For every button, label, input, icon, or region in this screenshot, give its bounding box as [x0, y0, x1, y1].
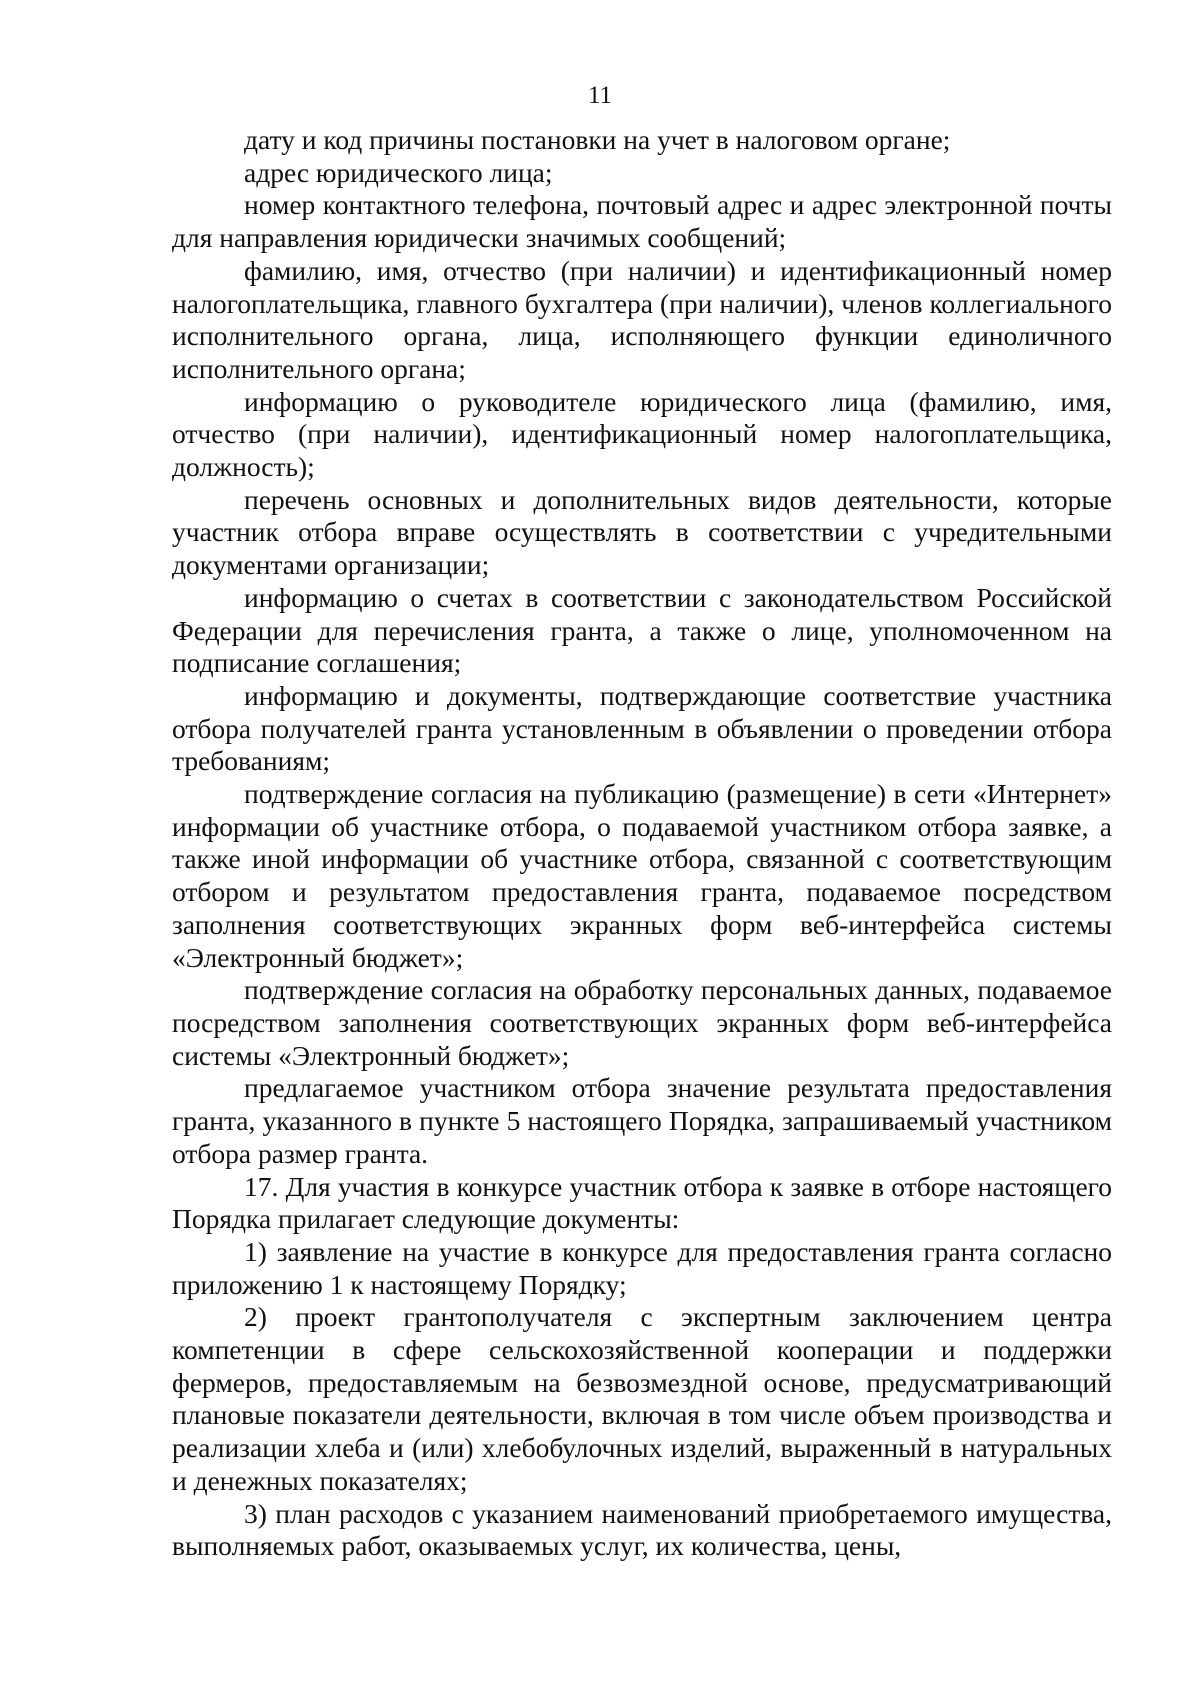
page-number: 11	[587, 82, 613, 109]
paragraph-legal-address: адрес юридического лица;	[244, 156, 553, 188]
paragraph-director-info: информацию о руководителе юридического лица (фамилию, имя, отчество (при наличии), идентификационный номер налогоплательщика, должность);	[172, 385, 1112, 483]
paragraph-section-17: 17. Для участия в конкурсе участник отбора к заявке в отборе настоящего Порядка прилагает следующие документы:	[172, 1170, 1112, 1235]
paragraph-accounts: информацию о счетах в соответствии с законодательством Российской Федерации для перечисления гранта, а также о лице, уполномоченном на подписание соглашения;	[172, 581, 1112, 679]
paragraph-grant-result: предлагаемое участником отбора значение результата предоставления гранта, указанного в пункте 5 настоящего Порядка, запрашиваемый участником отбора размер гранта.	[172, 1072, 1112, 1169]
paragraph-officers: фамилию, имя, отчество (при наличии) и идентификационный номер налогоплательщика, главного бухгалтера (при наличии), членов коллегиального исполнительного органа, лица, исполняющего функции единоличного исполнительного органа;	[172, 254, 1112, 384]
paragraph-tax-registration: дату и код причины постановки на учет в налоговом органе;	[244, 124, 951, 155]
paragraph-compliance-docs: информацию и документы, подтверждающие соответствие участника отбора получателей гранта установленным в объявлении о проведении отбора требованиям;	[172, 679, 1112, 777]
document-body	[172, 124, 1112, 1563]
paragraph-personal-data-consent: подтверждение согласия на обработку персональных данных, подаваемое посредством заполнения соответствующих экранных форм веб-интерфейса системы «Электронный бюджет»;	[172, 974, 1112, 1071]
paragraph-item-3: 3) план расходов с указанием наименований приобретаемого имущества, выполняемых работ, оказываемых услуг, их количества, цены,	[172, 1497, 1112, 1562]
paragraph-publication-consent: подтверждение согласия на публикацию (размещение) в сети «Интернет» информации об участнике отбора, о подаваемой участником отбора заявке, а также иной информации об участнике отбора, связанной с соответствующим отбором и результатом предоставления гранта, подаваемое посредством заполнения соответствующих экранных форм веб-интерфейса системы «Электронный бюджет»;	[172, 778, 1112, 973]
paragraph-contacts: номер контактного телефона, почтовый адрес и адрес электронной почты для направления юридически значимых сообщений;	[172, 189, 1112, 254]
paragraph-item-1: 1) заявление на участие в конкурсе для предоставления гранта согласно приложению 1 к настоящему Порядку;	[172, 1235, 1112, 1300]
paragraph-item-2: 2) проект грантополучателя с экспертным заключением центра компетенции в сфере сельскохозяйственной кооперации и поддержки фермеров, предоставляемым на безвозмездной основе, предусматривающий плановые показатели деятельности, включая в том числе объем производства и реализации хлеба и (или) хлебобулочных изделий, выраженный в натуральных и денежных показателях;	[172, 1301, 1112, 1496]
paragraph-activities: перечень основных и дополнительных видов деятельности, которые участник отбора вправе осуществлять в соответствии с учредительными документами организации;	[172, 483, 1112, 581]
